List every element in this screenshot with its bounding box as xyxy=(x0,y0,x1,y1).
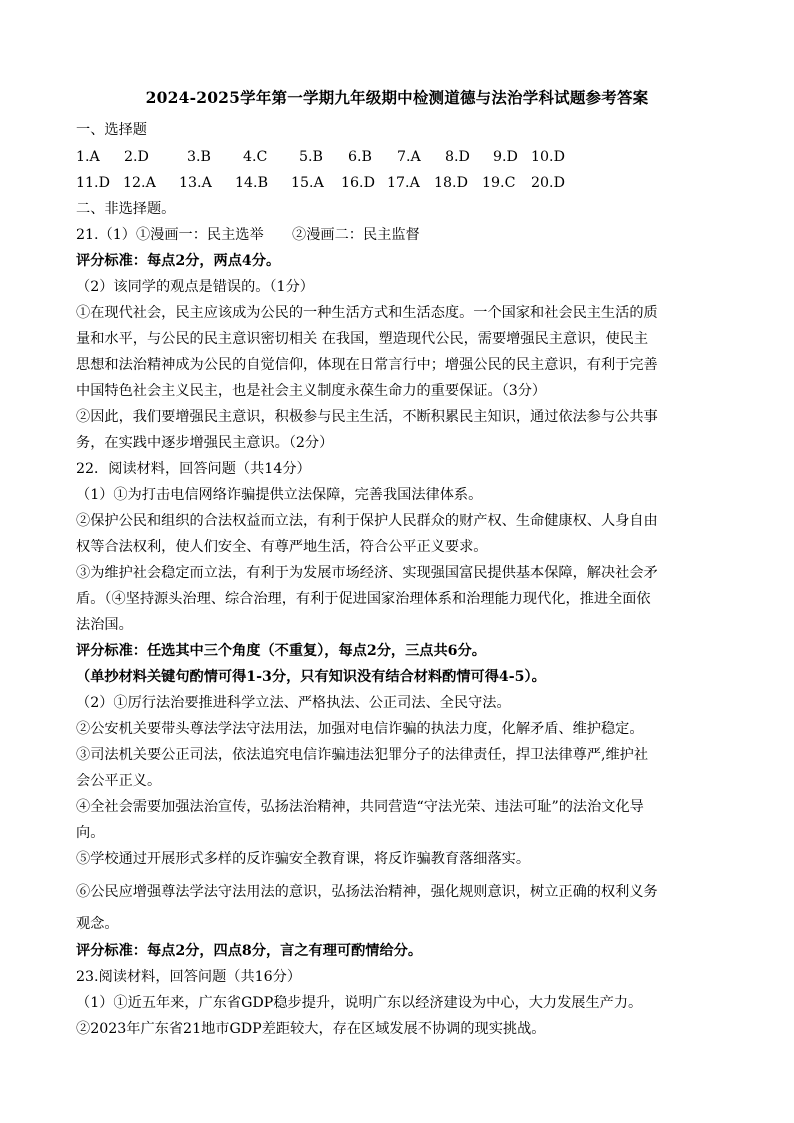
question-heading: 22．阅读材料，回答问题（共14分） xyxy=(76,461,311,477)
answer-line: 向。 xyxy=(76,825,105,841)
answer-line: ②保护公民和组织的合法权益而立法，有利于保护人民群众的财产权、生命健康权、人身自由 xyxy=(76,513,658,529)
answer-item: 14.B xyxy=(235,175,268,191)
section-heading-choice: 一、选择题 xyxy=(76,122,147,138)
answer-line: ②公安机关要带头尊法学法守法用法，加强对电信诈骗的执法力度，化解矛盾、维护稳定。 xyxy=(76,721,644,737)
answer-item: 8.D xyxy=(445,149,470,165)
answer-line: ②2023年广东省21地市GDP差距较大，存在区域发展不协调的现实挑战。 xyxy=(76,1021,546,1037)
scoring-standard: 评分标准：每点2分，两点4分。 xyxy=(76,253,281,269)
answer-line: 会公平正义。 xyxy=(76,773,162,789)
answer-item: 19.C xyxy=(482,175,516,191)
answer-line: 法治国。 xyxy=(76,617,133,633)
answer-line: 思想和法治精神成为公民的自觉信仰，体现在日常言行中；增强公民的民主意识，有利于完善 xyxy=(76,357,658,373)
answer-item: 6.B xyxy=(348,149,372,165)
answer-line: 量和水平，与公民的民主意识密切相关 在我国，塑造现代公民，需要增强民主意识，使民主 xyxy=(76,331,649,347)
answer-line: （1）①近五年来，广东省GDP稳步提升，说明广东以经济建设为中心，大力发展生产力。 xyxy=(76,995,643,1011)
answer-item: 1.A xyxy=(76,149,100,165)
answer-item: 13.A xyxy=(179,175,212,191)
answer-row-1 xyxy=(76,148,696,166)
answer-line: （2）①厉行法治要推进科学立法、严格执法、公正司法、全民守法。 xyxy=(76,695,511,711)
answer-line: ⑤学校通过开展形式多样的反诈骗安全教育课，将反诈骗教育落细落实。 xyxy=(76,851,531,867)
answer-item: 16.D xyxy=(341,175,375,191)
answer-row-2 xyxy=(76,174,696,192)
answer-item: 9.D xyxy=(493,149,518,165)
answer-item: 5.B xyxy=(299,149,323,165)
answer-line: ③为维护社会稳定而立法，有利于为发展市场经济、实现强国富民提供基本保障，解决社会矛 xyxy=(76,565,658,581)
answer-line: 21.（1）①漫画一：民主选举 ②漫画二：民主监督 xyxy=(76,227,420,243)
section-heading-nonchoice: 二、非选择题。 xyxy=(76,201,176,217)
scoring-standard: 评分标准：每点2分，四点8分，言之有理可酌情给分。 xyxy=(76,943,423,959)
answer-line: 盾。（④坚持源头治理、综合治理，有利于促进国家治理体系和治理能力现代化，推进全面依 xyxy=(76,591,651,607)
answer-line: 务，在实践中逐步增强民主意识。（2分） xyxy=(76,435,334,451)
document-title: 2024-2025学年第一学期九年级期中检测道德与法治学科试题参考答案 xyxy=(145,88,649,107)
answer-line: ①在现代社会，民主应该成为公民的一种生活方式和生活态度。一个国家和社会民主生活的质 xyxy=(76,305,658,321)
scoring-standard: 评分标准：任选其中三个角度（不重复），每点2分，三点共6分。 xyxy=(76,643,486,659)
answer-item: 7.A xyxy=(397,149,421,165)
answer-line: ②因此，我们要增强民主意识，积极参与民主生活，不断积累民主知识，通过依法参与公共事 xyxy=(76,409,658,425)
answer-item: 15.A xyxy=(291,175,324,191)
answer-item: 10.D xyxy=(531,149,565,165)
answer-item: 3.B xyxy=(187,149,211,165)
answer-line: （2）该同学的观点是错误的。（1分） xyxy=(76,279,314,295)
question-heading: 23.阅读材料，回答问题（共16分） xyxy=(76,969,302,985)
answer-line: ④全社会需要加强法治宣传，弘扬法治精神，共同营造“守法光荣、违法可耻”的法治文化导 xyxy=(76,799,644,815)
answer-item: 18.D xyxy=(434,175,468,191)
answer-line: 观念。 xyxy=(76,916,119,932)
answer-line: （1）①为打击电信网络诈骗提供立法保障，完善我国法律体系。 xyxy=(76,487,483,503)
answer-item: 17.A xyxy=(387,175,420,191)
answer-line: 中国特色社会主义民主，也是社会主义制度永葆生命力的重要保证。（3分） xyxy=(76,383,547,399)
answer-item: 4.C xyxy=(243,149,268,165)
scoring-note: （单抄材料关键句酌情可得1-3分，只有知识没有结合材料酌情可得4-5）。 xyxy=(76,669,546,685)
answer-item: 12.A xyxy=(123,175,156,191)
answer-item: 11.D xyxy=(76,175,110,191)
answer-item: 20.D xyxy=(531,175,565,191)
answer-item: 2.D xyxy=(124,149,149,165)
answer-line: ⑥公民应增强尊法学法守法用法的意识，弘扬法治精神，强化规则意识，树立正确的权利义务 xyxy=(76,884,658,900)
answer-line: 权等合法权利，使人们安全、有尊严地生活，符合公平正义要求。 xyxy=(76,539,488,555)
answer-line: ③司法机关要公正司法，依法追究电信诈骗违法犯罪分子的法律责任，捍卫法律尊严,维护社 xyxy=(76,747,649,763)
